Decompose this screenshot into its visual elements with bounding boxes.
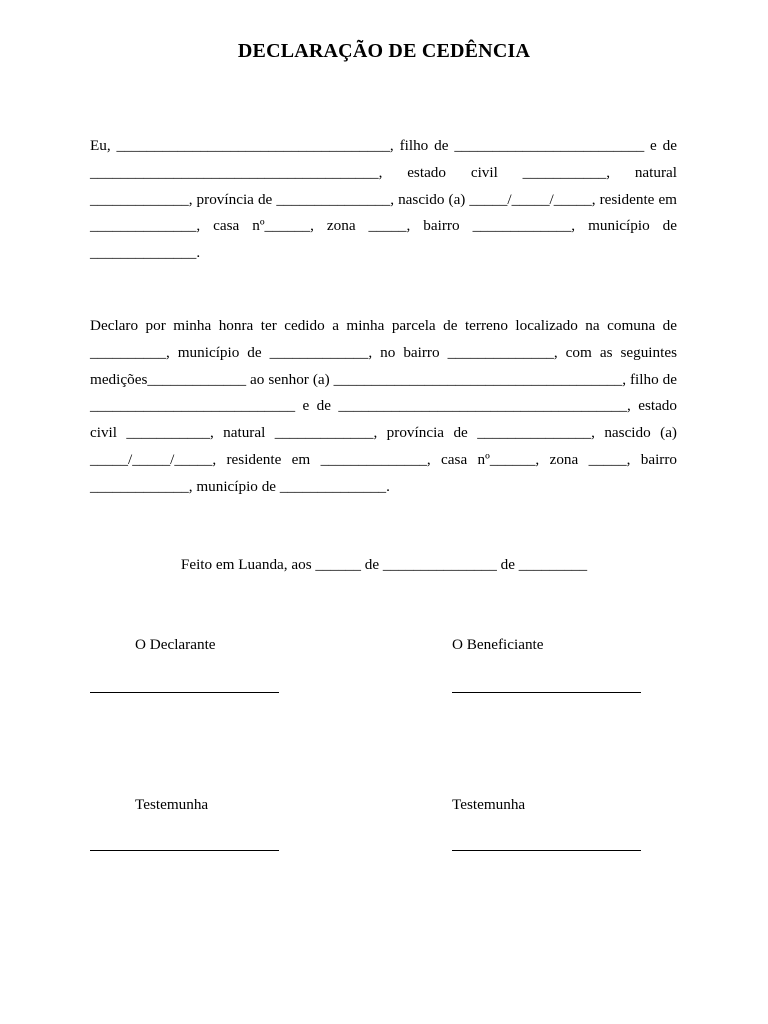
beneficiary-signature-line xyxy=(452,692,641,693)
declarant-identification-paragraph: Eu, ____________________________________, filho de _________________________ e de ______________________________________, estado civil ___________, natural _____________, província de _______________, nascido (a) _____/_____/_____, residente em ______________, casa nº______, zona _____, bairro _____________, município de ______________. xyxy=(90,137,677,262)
declarant-signature-line xyxy=(90,692,279,693)
declaration-paragraph: Declaro por minha honra ter cedido a minha parcela de terreno localizado na comuna de __________, município de _____________, no bairro ______________, com as seguintes medições_____________ ao senhor (a) ______________________________________, filho de ___________________________ e de ______________________________________, estado civil ___________, natural _____________, província de _______________, nascido (a) _____/_____/_____, residente em ______________, casa nº______, zona _____, bairro _____________, município de ______________. xyxy=(90,317,677,495)
witness-1-label: Testemunha xyxy=(135,796,209,813)
declarant-label: O Declarante xyxy=(135,636,216,653)
place-date-line: Feito em Luanda, aos ______ de _______________ de _________ xyxy=(180,556,588,573)
document-title: DECLARAÇÃO DE CEDÊNCIA xyxy=(237,40,531,62)
witness-2-signature-line xyxy=(452,850,641,851)
beneficiary-label: O Beneficiante xyxy=(452,636,544,653)
witness-1-signature-line xyxy=(90,850,279,851)
witness-2-label: Testemunha xyxy=(452,796,526,813)
